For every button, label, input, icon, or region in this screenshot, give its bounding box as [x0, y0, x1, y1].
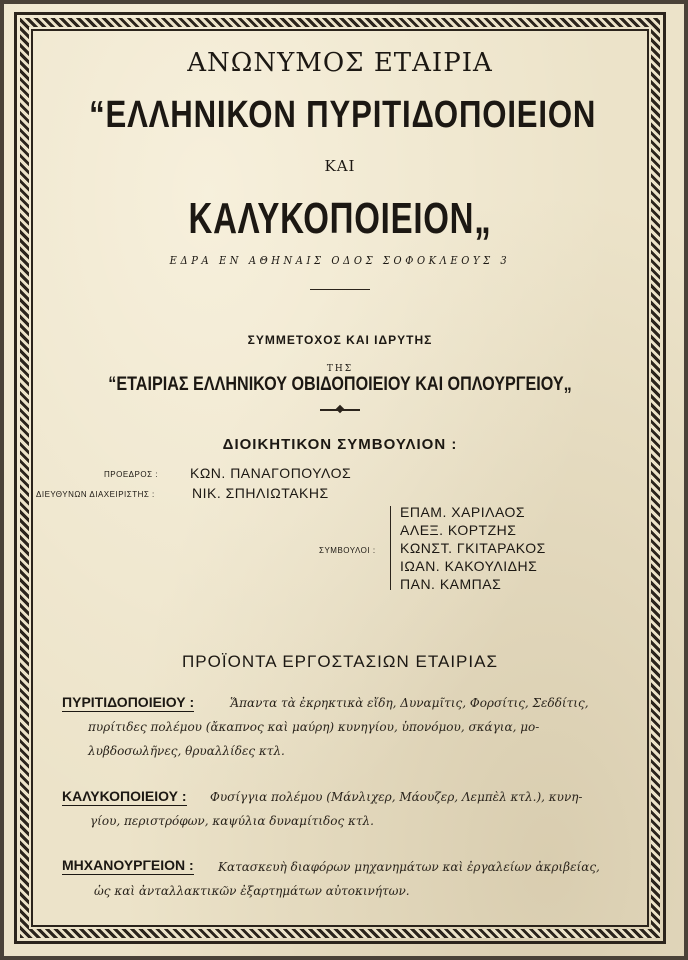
divider-1	[310, 289, 370, 290]
product-text-line: Ἅπαντα τὰ ἐκρηκτικὰ εἴδη, Δυναμῖτις, Φορσίτις, Σεδδίτις,	[230, 696, 589, 710]
managing-director-label: ΔΙΕΥΘΥΝΩΝ ΔΙΑΧΕΙΡΙΣΤΗΣ :	[36, 490, 155, 499]
document-page	[4, 4, 684, 956]
product-text-line: Κατασκευὴ διαφόρων μηχανημάτων καὶ ἐργαλείων ἀκριβείας,	[218, 860, 600, 874]
product-heading-machine-shop: ΜΗΧΑΝΟΥΡΓΕΙΟΝ :	[62, 857, 194, 873]
product-text-line: γίου, περιστρόφων, καψύλια δυναμίτιδος κτλ.	[90, 814, 374, 828]
company-name-line1: “ΕΛΛΗΝΙΚΟΝ ΠΥΡΙΤΙΔΟΠΟΙΕΙΟΝ	[89, 94, 597, 136]
product-text-line: πυρίτιδες πολέμου (ἄκαπνος καὶ μαύρη) κυνηγίου, ὑπονόμου, σκάγια, μο-	[88, 720, 540, 734]
article-label: ΤΗΣ	[326, 364, 354, 374]
councillor-name: ΑΛΕΞ. ΚΟΡΤΖΗΣ	[400, 522, 517, 538]
product-heading-gunpowder: ΠΥΡΙΤΙΔΟΠΟΙΕΙΟΥ :	[62, 694, 195, 710]
company-name-and: ΚΑΙ	[324, 157, 356, 175]
councillors-bracket	[390, 506, 391, 590]
product-text-line: ὡς καὶ ἀνταλλακτικῶν ἐξαρτημάτων αὐτοκινήτων.	[94, 884, 410, 898]
advertisement-content	[34, 32, 646, 924]
product-text-line: Φυσίγγια πολέμου (Μάνλιχερ, Μάουζερ, Λεμπὲλ κτλ.), κυνη-	[210, 790, 583, 804]
divider-ornament	[336, 405, 344, 413]
councillor-name: ΚΩΝΣΤ. ΓΚΙΤΑΡΑΚΟΣ	[400, 540, 546, 556]
product-text-line: λυβδοσωλῆνες, θρυαλλίδες κτλ.	[88, 744, 285, 758]
president-name: ΚΩΝ. ΠΑΝΑΓΟΠΟΥΛΟΣ	[190, 465, 352, 481]
company-type: ΑΝΩΝΥΜΟΣ ΕΤΑΙΡΙΑ	[187, 48, 493, 78]
product-heading-cartridges: ΚΑΛΥΚΟΠΟΙΕΙΟΥ :	[62, 788, 187, 804]
councillor-name: ΙΩΑΝ. ΚΑΚΟΥΛΙΔΗΣ	[400, 558, 538, 574]
managing-director-name: ΝΙΚ. ΣΠΗΛΙΩΤΑΚΗΣ	[192, 485, 329, 501]
board-title: ΔΙΟΙΚΗΤΙΚΟΝ ΣΥΜΒΟΥΛΙΟΝ :	[222, 436, 458, 453]
company-name-line2: ΚΑΛΥΚΟΠΟΙΕΙΟΝ„	[188, 194, 492, 243]
councillors-label: ΣΥΜΒΟΥΛΟΙ :	[319, 546, 376, 555]
councillor-name: ΠΑΝ. ΚΑΜΠΑΣ	[400, 576, 502, 592]
society-name: “ΕΤΑΙΡΙΑΣ ΕΛΛΗΝΙΚΟΥ ΟΒΙΔΟΠΟΙΕΙΟΥ ΚΑΙ ΟΠΛΟΥΡΓΕΙΟΥ„	[108, 374, 572, 395]
company-seat: ΕΔΡΑ ΕΝ ΑΘΗΝΑΙΣ ΟΔΟΣ ΣΟΦΟΚΛΕΟΥΣ 3	[169, 254, 511, 267]
president-label: ΠΡΟΕΔΡΟΣ :	[104, 470, 158, 479]
partner-label: ΣΥΜΜΕΤΟΧΟΣ ΚΑΙ ΙΔΡΥΤΗΣ	[247, 333, 433, 347]
products-title: ΠΡΟΪΟΝΤΑ ΕΡΓΟΣΤΑΣΙΩΝ ΕΤΑΙΡΙΑΣ	[182, 652, 498, 671]
councillor-name: ΕΠΑΜ. ΧΑΡΙΛΑΟΣ	[400, 504, 526, 520]
